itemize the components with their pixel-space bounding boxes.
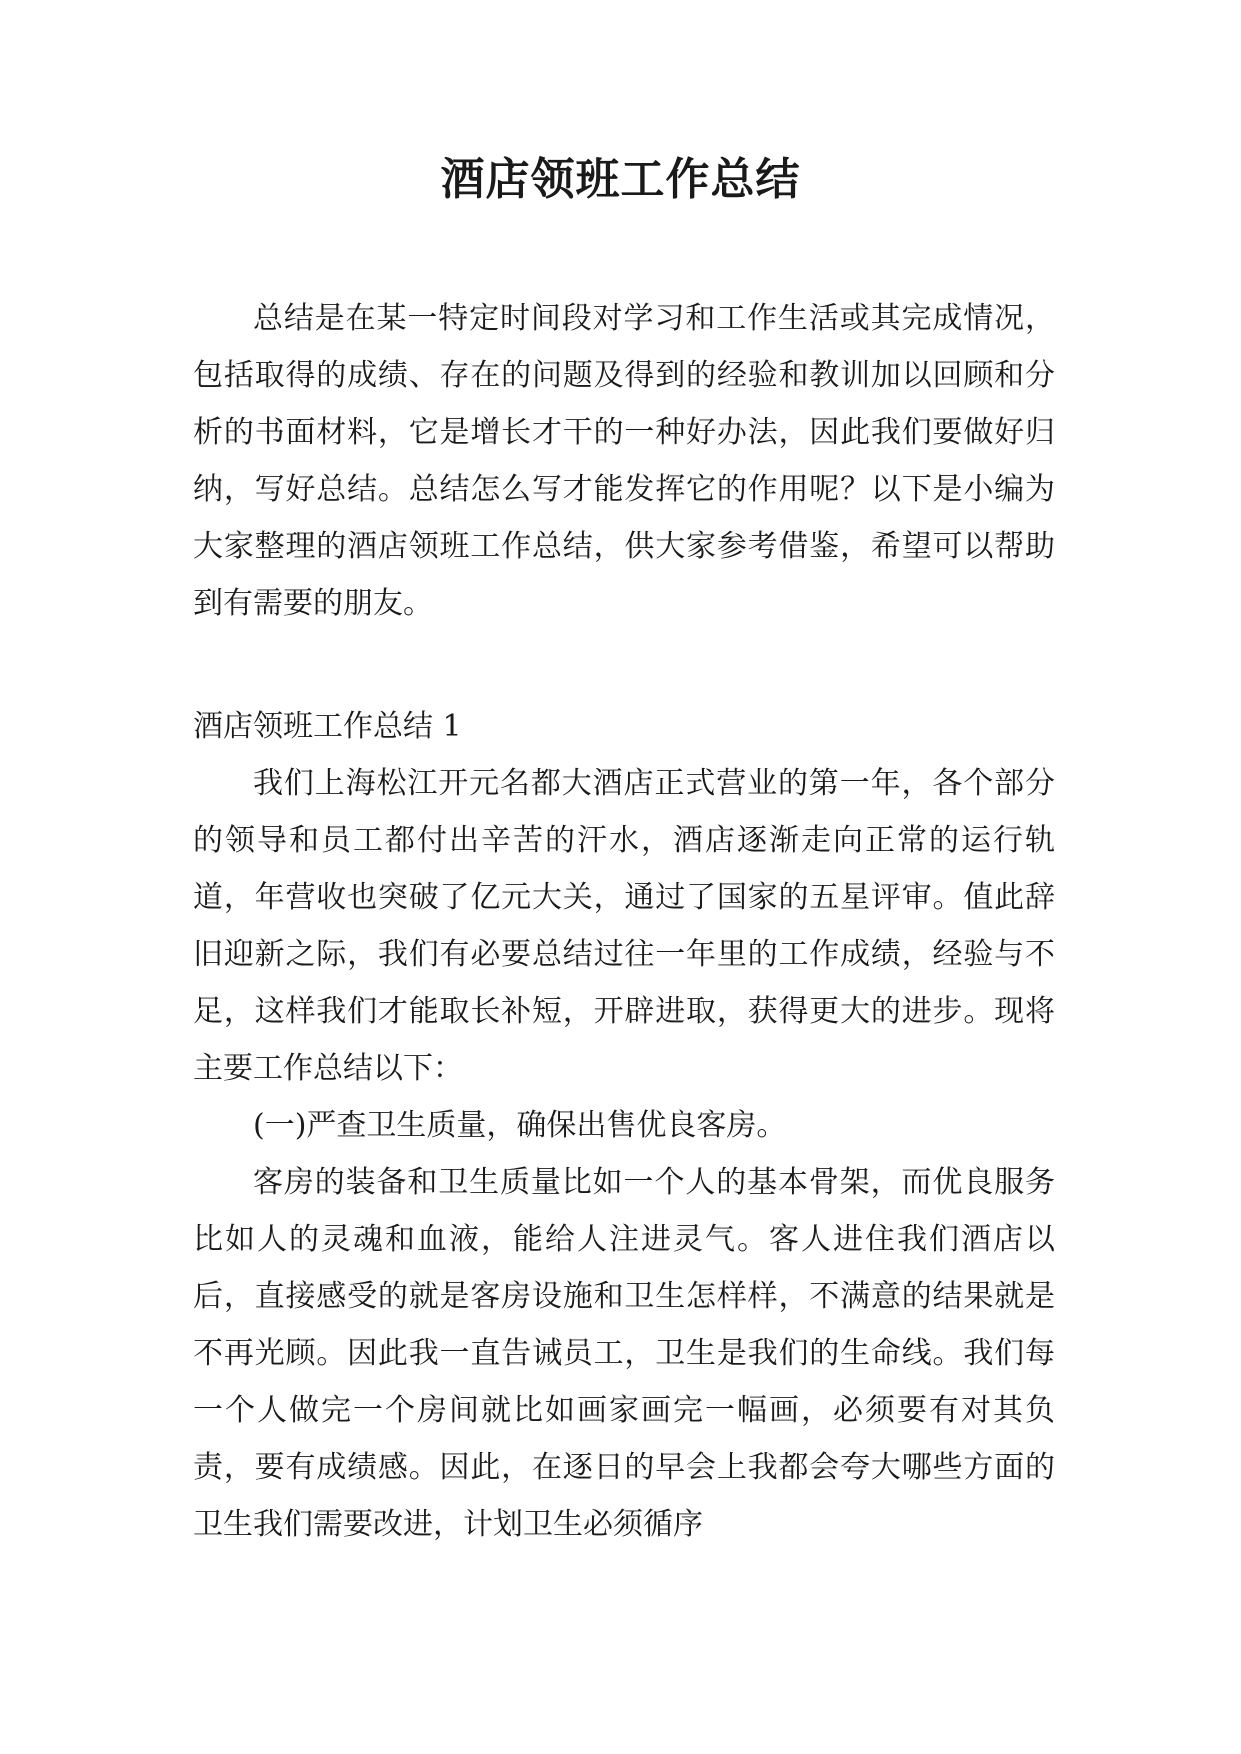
section-1 bbox=[193, 698, 1055, 1553]
document-title: 酒店领班工作总结 bbox=[440, 154, 801, 205]
intro-block bbox=[193, 290, 1055, 632]
section-heading: 酒店领班工作总结 1 bbox=[193, 709, 462, 744]
body-paragraph-2: 客房的装备和卫生质量比如一个人的基本骨架，而优良服务比如人的灵魂和血液，能给人注进灵气。客人进住我们酒店以后，直接感受的就是客房设施和卫生怎样样，不满意的结果就是不再光顾。因此我一直告诫员工，卫生是我们的生命线。我们每一个人做完一个房间就比如画家画完一幅画，必须要有对其负责，要有成绩感。因此，在逐日的早会上我都会夸大哪些方面的卫生我们需要改进，计划卫生必须循序 bbox=[193, 1165, 1055, 1542]
body-paragraph-1: 我们上海松江开元名都大酒店正式营业的第一年，各个部分的领导和员工都付出辛苦的汗水，酒店逐渐走向正常的运行轨道，年营收也突破了亿元大关，通过了国家的五星评审。值此辞旧迎新之际，我们有必要总结过往一年里的工作成绩，经验与不足，这样我们才能取长补短，开辟进取，获得更大的进步。现将主要工作总结以下： bbox=[193, 766, 1055, 1086]
intro-paragraph: 总结是在某一特定时间段对学习和工作生活或其完成情况，包括取得的成绩、存在的问题及得到的经验和教训加以回顾和分析的书面材料，它是增长才干的一种好办法，因此我们要做好归纳，写好总结。总结怎么写才能发挥它的作用呢？以下是小编为大家整理的酒店领班工作总结，供大家参考借鉴，希望可以帮助到有需要的朋友。 bbox=[193, 301, 1055, 621]
subheading-paragraph: (一)严查卫生质量，确保出售优良客房。 bbox=[253, 1108, 787, 1143]
